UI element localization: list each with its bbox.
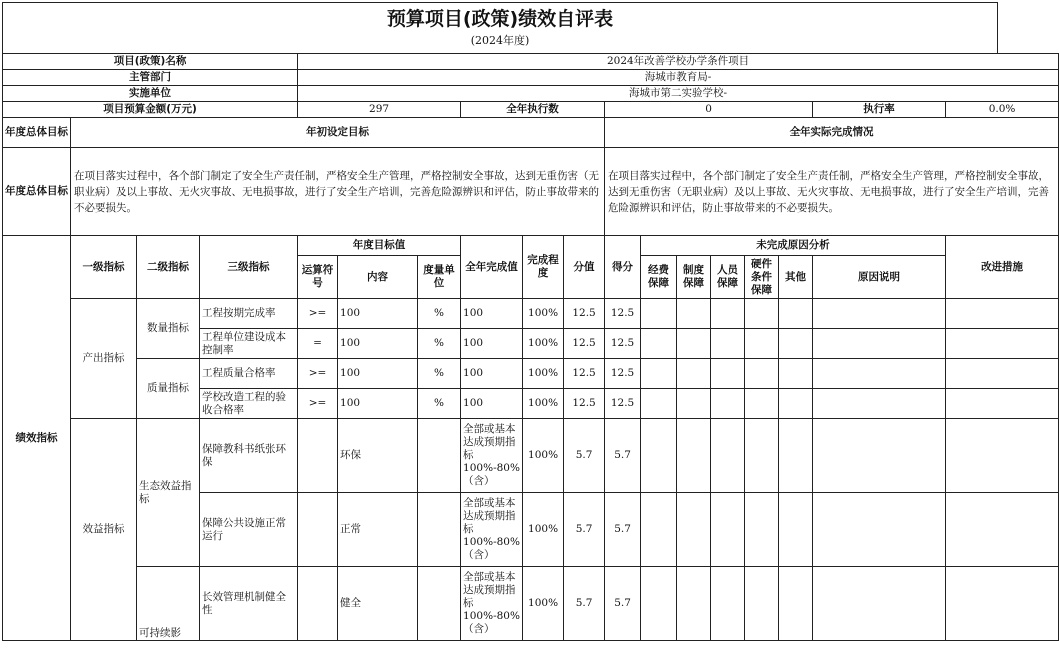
cell-empty [677, 299, 711, 329]
header-system: 制度保障 [677, 256, 711, 299]
cell-empty [813, 567, 946, 641]
impl-value: 海城市第二实验学校- [298, 86, 1059, 102]
initial-goal-text: 在项目落实过程中，各个部门制定了安全生产责任制，严格安全生产管理，严格控制安全事故，达到无重伤害（无职业病）及以上事故、无火灾事故、无电损事故，进行了安全生产培训，完善危险源辨识和评估，防止事故带来的不必要损失。 [71, 148, 605, 236]
exec-rate-value: 0.0% [946, 102, 1059, 118]
row-degree: 100% [523, 419, 564, 493]
self-evaluation-sheet [2, 2, 1050, 641]
cell-empty [711, 493, 745, 567]
header-level2: 二级指标 [137, 236, 200, 299]
row-unit [418, 493, 461, 567]
project-name-value: 2024年改善学校办学条件项目 [298, 54, 1059, 70]
header-annual-target: 年度目标值 [298, 236, 461, 256]
row-value: 12.5 [564, 329, 605, 359]
row-content: 健全 [338, 567, 418, 641]
header-operator: 运算符号 [298, 256, 338, 299]
row-score: 5.7 [605, 493, 641, 567]
row-value: 12.5 [564, 359, 605, 389]
row-operator: >= [298, 299, 338, 329]
cell-empty [813, 389, 946, 419]
dept-value: 海城市教育局- [298, 70, 1059, 86]
row-level3: 工程单位建设成本控制率 [200, 329, 298, 359]
row-score: 12.5 [605, 329, 641, 359]
cell-empty [813, 329, 946, 359]
row-level3: 保障公共设施正常运行 [200, 493, 298, 567]
row-score: 12.5 [605, 359, 641, 389]
cell-empty [946, 329, 1059, 359]
dept-row [3, 70, 1059, 86]
row-content: 100 [338, 359, 418, 389]
header-level3: 三级指标 [200, 236, 298, 299]
row-unit: % [418, 299, 461, 329]
cell-empty [711, 419, 745, 493]
cell-empty [641, 329, 677, 359]
year-subtitle: (2024年度) [470, 34, 530, 47]
cell-empty [813, 493, 946, 567]
row-score: 12.5 [605, 299, 641, 329]
header-score: 得分 [605, 236, 641, 299]
row-degree: 100% [523, 567, 564, 641]
header-uncompleted-analysis: 未完成原因分析 [641, 236, 946, 256]
table-row [3, 567, 1059, 641]
header-level1: 一级指标 [71, 236, 137, 299]
page-title: 预算项目(政策)绩效自评表 [386, 8, 614, 30]
group-quantity: 数量指标 [137, 299, 200, 359]
row-unit: % [418, 329, 461, 359]
cell-empty [745, 419, 779, 493]
cell-empty [677, 567, 711, 641]
row-level3: 工程按期完成率 [200, 299, 298, 329]
row-level3: 保障教科书纸张环保 [200, 419, 298, 493]
header-completion-degree: 完成程度 [523, 236, 564, 299]
row-content: 100 [338, 299, 418, 329]
cell-empty [745, 299, 779, 329]
impl-row [3, 86, 1059, 102]
row-value: 12.5 [564, 299, 605, 329]
header-funding: 经费保障 [641, 256, 677, 299]
cell-empty [779, 419, 813, 493]
cell-empty [745, 567, 779, 641]
cell-empty [711, 299, 745, 329]
cell-empty [711, 359, 745, 389]
self-evaluation-table [2, 53, 1059, 641]
cell-empty [641, 493, 677, 567]
cell-empty [813, 359, 946, 389]
cell-empty [745, 359, 779, 389]
performance-indicator-label: 绩效指标 [3, 236, 71, 641]
row-value: 5.7 [564, 493, 605, 567]
header-completed-value: 全年完成值 [461, 236, 523, 299]
row-done: 100 [461, 299, 523, 329]
row-degree: 100% [523, 359, 564, 389]
cell-empty [779, 567, 813, 641]
cell-empty [779, 389, 813, 419]
cell-empty [641, 419, 677, 493]
row-degree: 100% [523, 299, 564, 329]
header-reason: 原因说明 [813, 256, 946, 299]
row-done: 全部或基本达成预期指标100%-80%（含） [461, 419, 523, 493]
row-operator: >= [298, 359, 338, 389]
table-row [3, 299, 1059, 329]
group-benefit: 效益指标 [71, 419, 137, 641]
row-value: 5.7 [564, 419, 605, 493]
budget-row [3, 102, 1059, 118]
header-personnel: 人员保障 [711, 256, 745, 299]
group-eco: 生态效益指标 [137, 419, 200, 567]
row-unit [418, 567, 461, 641]
cell-empty [677, 329, 711, 359]
row-value: 5.7 [564, 567, 605, 641]
title-block [2, 2, 998, 53]
cell-empty [711, 567, 745, 641]
row-content: 环保 [338, 419, 418, 493]
cell-empty [779, 299, 813, 329]
row-unit: % [418, 359, 461, 389]
indicator-header-row-1 [3, 236, 1059, 256]
cell-empty [641, 567, 677, 641]
row-operator [298, 567, 338, 641]
project-name-row [3, 54, 1059, 70]
cell-empty [711, 329, 745, 359]
cell-empty [711, 389, 745, 419]
row-operator: >= [298, 389, 338, 419]
cell-empty [813, 299, 946, 329]
project-name-label: 项目(政策)名称 [3, 54, 298, 70]
row-level3: 工程质量合格率 [200, 359, 298, 389]
cell-empty [946, 299, 1059, 329]
cell-empty [745, 389, 779, 419]
goals-text-label: 年度总体目标 [3, 148, 71, 236]
row-degree: 100% [523, 493, 564, 567]
cell-empty [946, 493, 1059, 567]
row-degree: 100% [523, 329, 564, 359]
header-score-value: 分值 [564, 236, 605, 299]
row-content: 100 [338, 389, 418, 419]
row-content: 100 [338, 329, 418, 359]
cell-empty [946, 359, 1059, 389]
budget-value: 297 [298, 102, 461, 118]
exec-rate-label: 执行率 [813, 102, 946, 118]
row-done: 100 [461, 329, 523, 359]
header-improvement: 改进措施 [946, 236, 1059, 299]
row-done: 全部或基本达成预期指标100%-80%（含） [461, 567, 523, 641]
group-quality: 质量指标 [137, 359, 200, 419]
row-operator [298, 493, 338, 567]
row-done: 100 [461, 389, 523, 419]
cell-empty [641, 359, 677, 389]
dept-label: 主管部门 [3, 70, 298, 86]
cell-empty [641, 389, 677, 419]
row-level3: 长效管理机制健全性 [200, 567, 298, 641]
exec-num-label: 全年执行数 [461, 102, 605, 118]
row-score: 5.7 [605, 419, 641, 493]
budget-label: 项目预算金额(万元) [3, 102, 298, 118]
actual-goal-header: 全年实际完成情况 [605, 118, 1059, 148]
row-degree: 100% [523, 389, 564, 419]
cell-empty [779, 359, 813, 389]
goals-row-label: 年度总体目标 [3, 118, 71, 148]
table-row [3, 419, 1059, 493]
header-content: 内容 [338, 256, 418, 299]
row-score: 12.5 [605, 389, 641, 419]
group-output: 产出指标 [71, 299, 137, 419]
header-other: 其他 [779, 256, 813, 299]
row-unit [418, 419, 461, 493]
cell-empty [641, 299, 677, 329]
cell-empty [677, 419, 711, 493]
header-unit: 度量单位 [418, 256, 461, 299]
cell-empty [946, 567, 1059, 641]
cell-empty [745, 329, 779, 359]
cell-empty [779, 493, 813, 567]
cell-empty [677, 389, 711, 419]
cell-empty [946, 389, 1059, 419]
exec-num-value: 0 [605, 102, 813, 118]
cell-empty [745, 493, 779, 567]
goals-header-row [3, 118, 1059, 148]
cell-empty [677, 359, 711, 389]
row-operator [298, 419, 338, 493]
impl-label: 实施单位 [3, 86, 298, 102]
row-done: 100 [461, 359, 523, 389]
cell-empty [779, 329, 813, 359]
row-level3: 学校改造工程的验收合格率 [200, 389, 298, 419]
initial-goal-header: 年初设定目标 [71, 118, 605, 148]
row-done: 全部或基本达成预期指标100%-80%（含） [461, 493, 523, 567]
row-unit: % [418, 389, 461, 419]
actual-goal-text: 在项目落实过程中，各个部门制定了安全生产责任制，严格安全生产管理，严格控制安全事故，达到无重伤害（无职业病）及以上事故、无火灾事故、无电损事故，进行了安全生产培训，完善危险源辨识和评估，防止事故带来的不必要损失。 [605, 148, 1059, 236]
header-hardware: 硬件条件保障 [745, 256, 779, 299]
row-operator: = [298, 329, 338, 359]
row-score: 5.7 [605, 567, 641, 641]
goals-text-row [3, 148, 1059, 236]
table-row [3, 359, 1059, 389]
cell-empty [813, 419, 946, 493]
row-content: 正常 [338, 493, 418, 567]
group-sustain: 可持续影 [137, 567, 200, 641]
cell-empty [677, 493, 711, 567]
cell-empty [946, 419, 1059, 493]
row-value: 12.5 [564, 389, 605, 419]
